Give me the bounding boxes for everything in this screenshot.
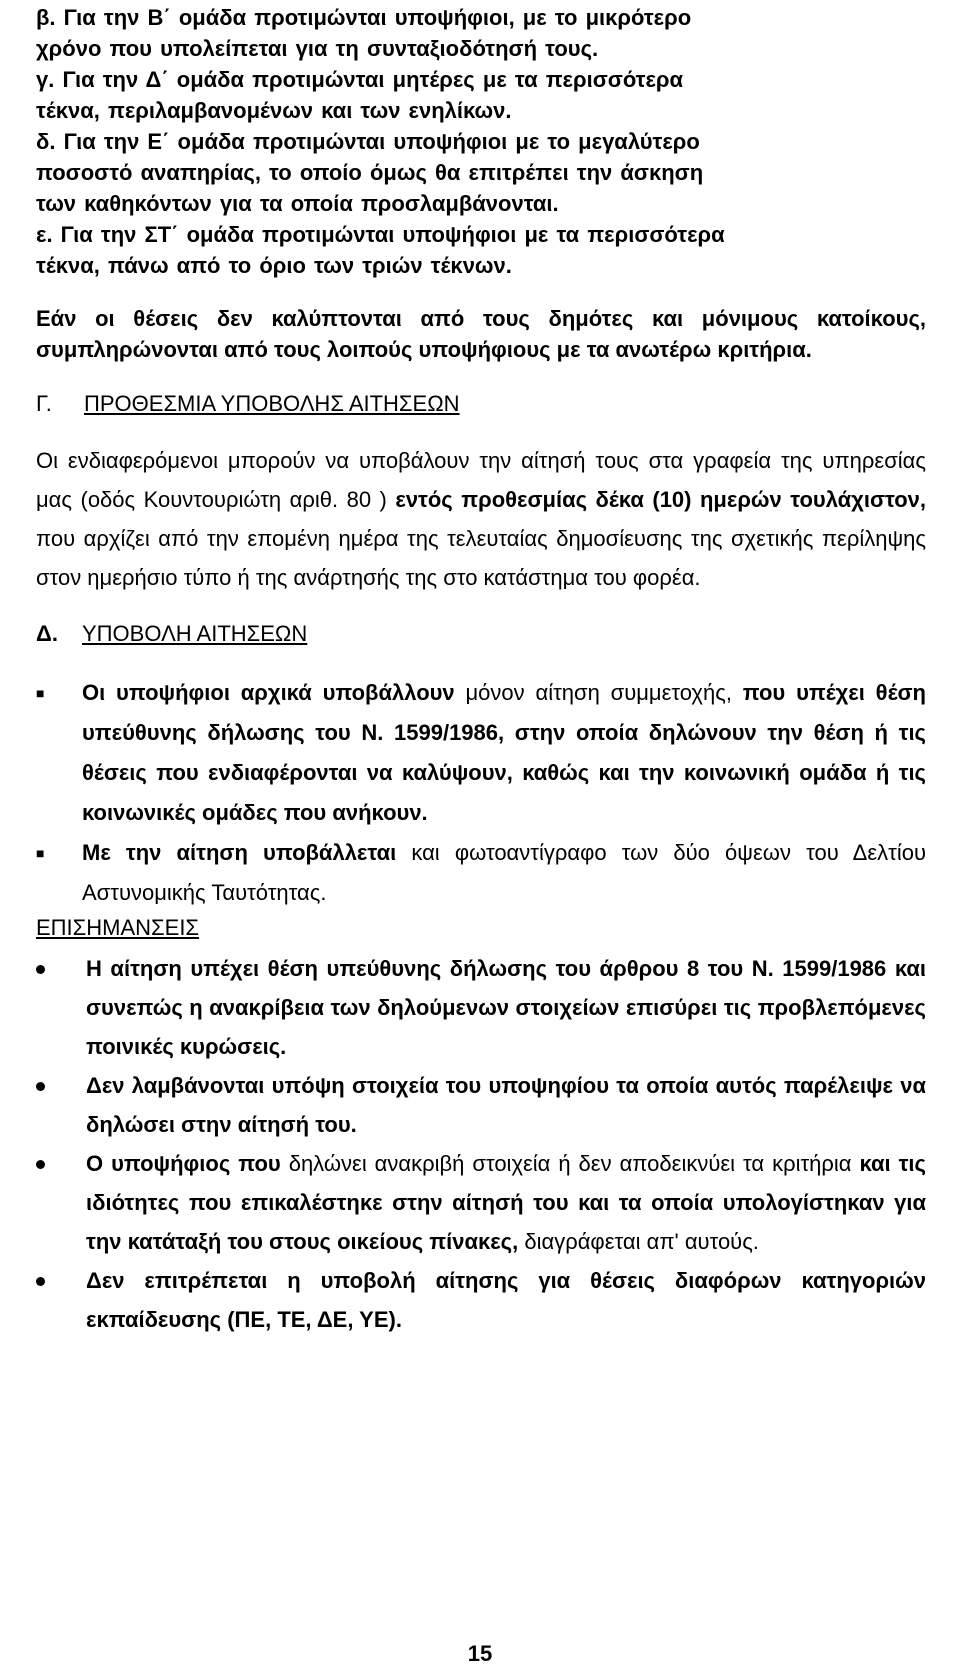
fallback-paragraph: Εάν οι θέσεις δεν καλύπτονται από τους δημότες και μόνιμους κατοίκους, συμπληρώνονται από τους λοιπούς υποψήφιους με τα ανωτέρω κριτήρια. (36, 306, 926, 362)
section-number: Γ. (36, 391, 52, 416)
section-number: Δ. (36, 621, 58, 646)
note-text: δηλώνει ανακριβή στοιχεία ή δεν αποδεικνύει τα κριτήρια (280, 1151, 860, 1176)
criteria-line: ποσοστό αναπηρίας, το οποίο όμως θα επιτρέπει την άσκηση (36, 160, 704, 185)
section-heading-deadline (36, 389, 926, 419)
submission-list (36, 673, 926, 913)
item-text: μόνον αίτηση συμμετοχής, (454, 680, 743, 705)
item-text-bold: Οι υποψήφιοι αρχικά υποβάλλουν (82, 680, 455, 705)
list-item (36, 1144, 926, 1261)
item-text-bold: Με την αίτηση υποβάλλεται (82, 840, 397, 865)
bullet-dot-icon (36, 965, 45, 974)
note-text-bold: Δεν επιτρέπεται η υποβολή αίτησης για θέσεις διαφόρων κατηγοριών εκπαίδευσης (ΠΕ, ΤΕ, ΔΕ, ΥΕ). (86, 1268, 926, 1332)
notes-heading: ΕΠΙΣΗΜΑΝΣΕΙΣ (36, 915, 200, 940)
section-heading-submission (36, 619, 926, 649)
notes-list (36, 949, 926, 1339)
deadline-paragraph (36, 441, 926, 597)
square-bullet-icon: ■ (36, 845, 45, 861)
bullet-dot-icon (36, 1277, 45, 1286)
square-bullet-icon: ■ (36, 685, 45, 701)
criteria-line: β. Για την Β΄ ομάδα προτιμώνται υποψήφιοι, με το μικρότερο (36, 5, 692, 30)
criteria-line: γ. Για την Δ΄ ομάδα προτιμώνται μητέρες με τα περισσότερα (36, 67, 684, 92)
item-text-bold: που υπέχει θέση υπεύθυνης δήλωσης του Ν. 1599/1986, στην οποία δηλώνουν την θέση ή τις θέσεις που ενδιαφέρονται να καλύψουν, καθώς και την κοινωνική ομάδα ή τις κοινωνικές ομάδες που ανήκουν. (82, 680, 926, 825)
deadline-emphasis: εντός προθεσμίας δέκα (10) ημερών τουλάχιστον, (395, 487, 927, 512)
criteria-line: τέκνα, περιλαμβανομένων και των ενηλίκων. (36, 98, 512, 123)
criteria-line: τέκνα, πάνω από το όριο των τριών τέκνων. (36, 253, 512, 278)
criteria-line: χρόνο που υπολείπεται για τη συνταξιοδότησή τους. (36, 36, 599, 61)
item-text: και φωτοαντίγραφο των δύο όψεων του Δελτίου Αστυνομικής Ταυτότητας. (82, 840, 926, 905)
section-title: ΥΠΟΒΟΛΗ ΑΙΤΗΣΕΩΝ (82, 621, 308, 646)
list-item (36, 833, 926, 913)
criteria-line: δ. Για την Ε΄ ομάδα προτιμώνται υποψήφιοι με το μεγαλύτερο (36, 129, 700, 154)
list-item (36, 949, 926, 1066)
criteria-item-b (36, 2, 926, 64)
list-item (36, 673, 926, 833)
criteria-line: ε. Για την ΣΤ΄ ομάδα προτιμώνται υποψήφιοι με τα περισσότερα (36, 222, 725, 247)
deadline-text: Οι ενδιαφερόμενοι μπορούν να υποβάλουν την αίτησή τους στα γραφεία της υπηρεσίας μας (οδός Κουντουριώτη αριθ. 80 ) (36, 448, 926, 512)
deadline-text-end: που αρχίζει από την επομένη ημέρα της τελευταίας δημοσίευσης της σχετικής περίληψης στον ημερήσιο τύπο ή της ανάρτησής της στο κατάστημα του φορέα. (36, 526, 926, 590)
note-text-bold: Η αίτηση υπέχει θέση υπεύθυνης δήλωσης του άρθρου 8 του Ν. 1599/1986 και συνεπώς η ανακρίβεια των δηλούμενων στοιχείων επισύρει τις προβλεπόμενες ποινικές κυρώσεις. (86, 956, 926, 1059)
list-item (36, 1066, 926, 1144)
note-text-bold: και τις ιδιότητες που επικαλέστηκε στην αίτησή του και τα οποία υπολογίστηκαν για την κατάταξή του στους οικείους πίνακες, (86, 1151, 926, 1254)
criteria-line: των καθηκόντων για τα οποία προσλαμβάνονται. (36, 191, 559, 216)
note-text-bold: Δεν λαμβάνονται υπόψη στοιχεία του υποψηφίου τα οποία αυτός παρέλειψε να δηλώσει στην αίτησή του. (86, 1073, 926, 1137)
criteria-item-e (36, 126, 926, 219)
criteria-item-d (36, 64, 926, 126)
bullet-dot-icon (36, 1082, 45, 1091)
page-number: 15 (467, 1641, 493, 1666)
bullet-dot-icon (36, 1160, 45, 1169)
priority-criteria-list (36, 0, 926, 281)
criteria-item-st (36, 219, 926, 281)
section-title: ΠΡΟΘΕΣΜΙΑ ΥΠΟΒΟΛΗΣ ΑΙΤΗΣΕΩΝ (84, 391, 460, 416)
note-text-bold: Ο υποψήφιος που (86, 1151, 281, 1176)
list-item (36, 1261, 926, 1339)
page-content (36, 0, 926, 1339)
note-text: διαγράφεται απ' αυτούς. (518, 1229, 759, 1254)
